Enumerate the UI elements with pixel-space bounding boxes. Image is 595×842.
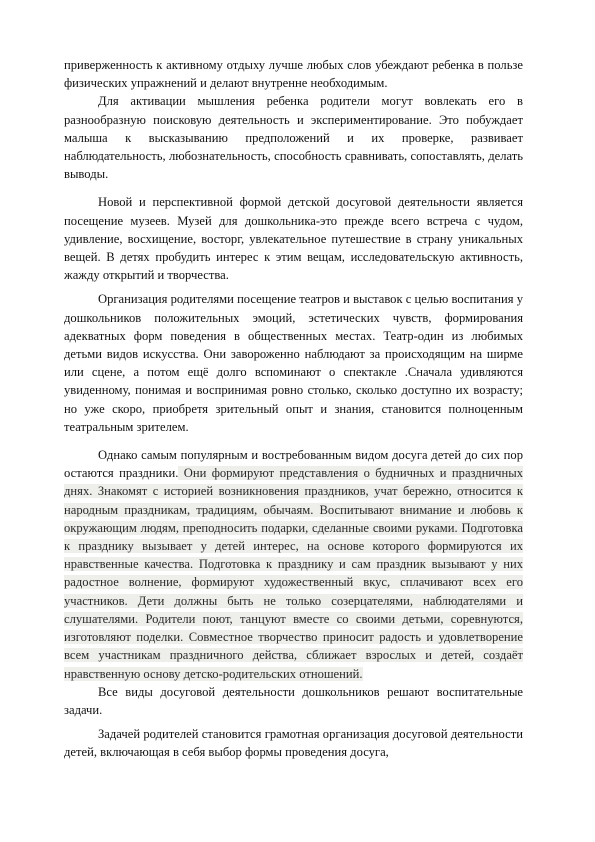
paragraph-physical-activity: приверженность к активному отдыху лучше любых слов убеждают ребенка в пользе физических упражнений и делают внутренне необходимым. [64, 58, 523, 91]
paragraph-parents-task: Задачей родителей становится грамотная организация досуговой деятельности детей, включающая в себя выбор формы проведения досуга, [64, 727, 523, 760]
paragraph-museum-visits: Новой и перспективной формой детской досуговой деятельности является посещение музеев. Музей для дошкольника-это прежде всего встреча с чудом, удивление, восхищение, восторг, увлекательное путешествие в страну уникальных вещей. В детях пробудить интерес к этим вещам, исследовательскую активность, жажду открытий и творчества. [64, 195, 523, 283]
paragraph-theatre-visits: Организация родителями посещение театров и выставок с целью воспитания у дошкольников положительных эмоций, эстетических чувств, формирования адекватных форм поведения в общественных местах. Театр-один из любимых детьми видов искусства. Они завороженно наблюдают за происходящим на ширме или сцене, а потом ещё долго вспоминают о спектакле .Сначала удивляются увиденному, понимая и воспринимая ровно столько, сколько доступно их возрасту; но уже скоро, приобретя зрительный опыт и знания, становится полноценным театральным зрителем. [64, 292, 523, 434]
holidays-highlighted-text: Они формируют представления о будничных и праздничных днях. Знакомят с историей возникновения праздников, учат бережно, относится к народным праздникам, традициям, обычаям. Воспитывают внимание и любовь к окружающим людям, преподносить подарки, сделанные своими руками. Подготовка к празднику вызывает у детей интерес, на основе которого формируются их нравственные качества. Подготовка к празднику и сам праздник вызывают у них радостное волнение, формируют художественный вкус, сплачивают всех его участников. Дети должны быть не только созерцателями, наблюдателями и слушателями. Родители поют, танцуют вместе со своими детьми, соревнуются, изготовляют поделки. Совместное творчество приносит радость и удовлетворение всем участникам праздничного действа, сближает взрослых и детей, создаёт нравственную основу детско-родительских отношений. [64, 466, 523, 681]
holidays-lead-text: Однако самым популярным и востребованным видом досуга детей до сих пор остаются праздники. [64, 448, 523, 481]
paragraph-holidays [64, 446, 523, 683]
paragraph-educational-tasks: Все виды досуговой деятельности дошкольников решают воспитательные задачи. [64, 684, 523, 717]
paragraph-thinking-activation: Для активации мышления ребенка родители могут вовлекать его в разнообразную поисковую деятельность и экспериментирование. Это побуждает малыша к высказыванию предположений и их проверке, развивает наблюдательность, любознательность, способность сравнивать, сопоставлять, делать выводы. [64, 94, 523, 182]
